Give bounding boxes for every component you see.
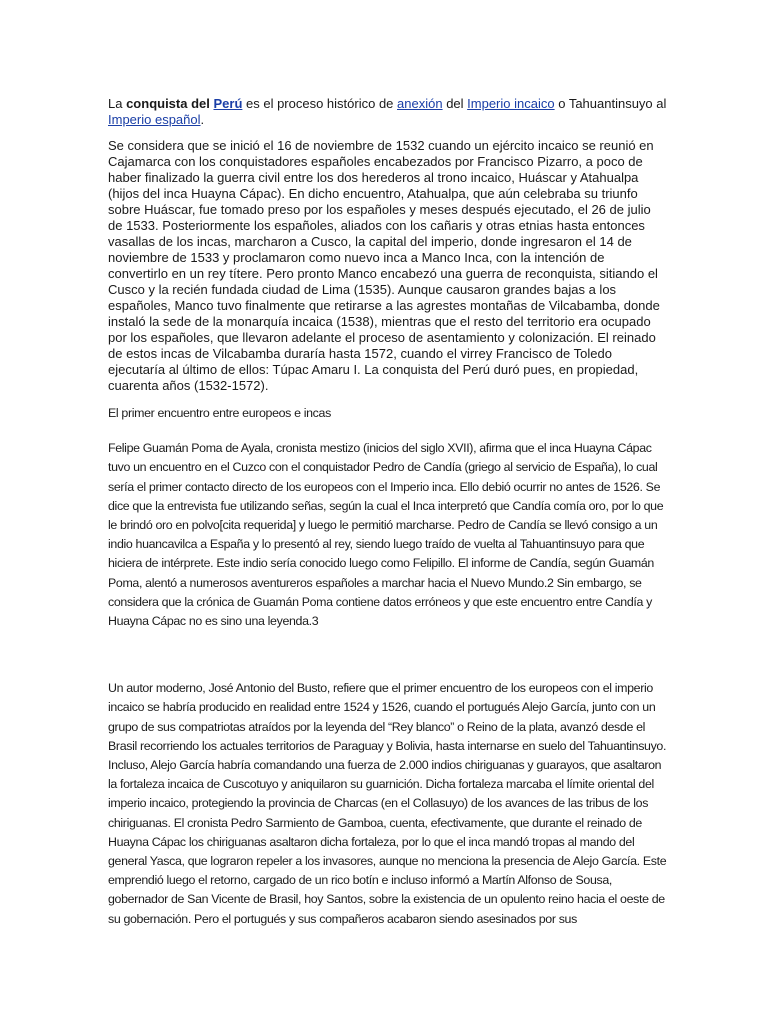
link-peru[interactable]: Perú (213, 96, 243, 111)
intro-text-2: es el proceso histórico de (242, 96, 398, 111)
intro-paragraph (108, 96, 668, 128)
section-heading: El primer encuentro entre europeos e incas (108, 406, 331, 420)
body-paragraph-conquest: Se considera que se inició el 16 de noviembre de 1532 cuando un ejército incaico se reunió en Cajamarca con los conquistadores españoles encabezados por Francisco Pizarro, a poco de haber finalizado la guerra civil entre los dos herederos al trono incaico, Huáscar y Atahualpa (hijos del inca Huayna Cápac). En dicho encuentro, Atahualpa, que aún celebraba su triunfo sobre Huáscar, fue tomado preso por los españoles y meses después ejecutado, el 26 de julio de 1533. Posteriormente los españoles, aliados con los cañaris y otras etnias hasta entonces vasallas de los incas, marcharon a Cusco, la capital del imperio, donde ingresaron el 14 de noviembre de 1533 y proclamaron como nuevo inca a Manco Inca, con la intención de convertirlo en un rey títere. Pero pronto Manco encabezó una guerra de reconquista, sitiando el Cusco y la recién fundada ciudad de Lima (1535). Aunque causaron grandes bajas a los españoles, Manco tuvo finalmente que retirarse a las agrestes montañas de Vilcabamba, donde instaló la sede de la monarquía incaica (1538), mientras que el resto del territorio era ocupado por los españoles, que llevaron adelante el proceso de asentamiento y colonización. El reinado de estos incas de Vilcabamba duraría hasta 1572, cuando el virrey Francisco de Toledo ejecutaría al último de ellos: Túpac Amaru I. La conquista del Perú duró pues, en propiedad, cuarenta años (1532-1572). (108, 138, 660, 393)
intro-text-1: La (108, 96, 127, 111)
wiki-excerpt (108, 96, 668, 394)
intro-text-5: . (200, 112, 205, 127)
document-page (108, 96, 668, 929)
essay-section (108, 404, 668, 929)
link-anexion[interactable]: anexión (397, 96, 443, 111)
intro-bold-text: conquista del (126, 96, 214, 111)
link-imperio-espanol[interactable]: Imperio español (108, 112, 201, 127)
intro-text-4: o Tahuantinsuyo al (554, 96, 667, 111)
intro-text-3: del (442, 96, 468, 111)
link-imperio-incaico[interactable]: Imperio incaico (467, 96, 555, 111)
body-paragraph-del-busto: Un autor moderno, José Antonio del Busto, refiere que el primer encuentro de los europeos con el imperio incaico se habría producido en realidad entre 1524 y 1526, cuando el portugués Alejo García, junto con un grupo de sus compatriotas atraídos por la leyenda del “Rey blanco” o Reino de la plata, avanzó desde el Brasil recorriendo los actuales territorios de Paraguay y Bolivia, hasta internarse en suelo del Tahuantinsuyo. Incluso, Alejo García habría comandando una fuerza de 2.000 indios chiriguanas y guarayos, que asaltaron la fortaleza incaica de Cuscotuyo y aniquilaron su guarnición. Dicha fortaleza marcaba el límite oriental del imperio incaico, protegiendo la provincia de Charcas (en el Collasuyo) de los avances de las tribus de los chiriguanas. El cronista Pedro Sarmiento de Gamboa, cuenta, efectivamente, que durante el reinado de Huayna Cápac los chiriguanas asaltaron dicha fortaleza, por lo que el inca mandó tropas al mando del general Yasca, que lograron repeler a los invasores, aunque no menciona la presencia de Alejo García. Este emprendió luego el retorno, cargado de un rico botín e incluso informó a Martín Alfonso de Sousa, gobernador de San Vicente de Brasil, hoy Santos, sobre la existencia de un opulento reino hacia el oeste de su gobernación. Pero el portugués y sus compañeros acabaron siendo asesinados por sus (108, 681, 667, 926)
body-paragraph-guaman-poma: Felipe Guamán Poma de Ayala, cronista mestizo (inicios del siglo XVII), afirma que el inca Huayna Cápac tuvo un encuentro en el Cuzco con el conquistador Pedro de Candía (griego al servicio de España), lo cual sería el primer contacto directo de los europeos con el Imperio inca. Ello debió ocurrir no antes de 1526. Se dice que la entrevista fue utilizando señas, según la cual el Inca interpretó que Candía comía oro, por lo que le brindó oro en polvo[cita requerida] y luego le permitió marcharse. Pedro de Candía se llevó consigo a un indio huancavilca a España y lo presentó al rey, siendo luego traído de vuelta al Tahuantinsuyo para que hiciera de intérprete. Este indio sería conocido luego como Felipillo. El informe de Candía, según Guamán Poma, alentó a numerosos aventureros españoles a marchar hacia el Nuevo Mundo.2 Sin embargo, se considera que la crónica de Guamán Poma contiene datos erróneos y que este encuentro entre Candía y Huayna Cápac no es sino una leyenda.3 (108, 441, 664, 629)
